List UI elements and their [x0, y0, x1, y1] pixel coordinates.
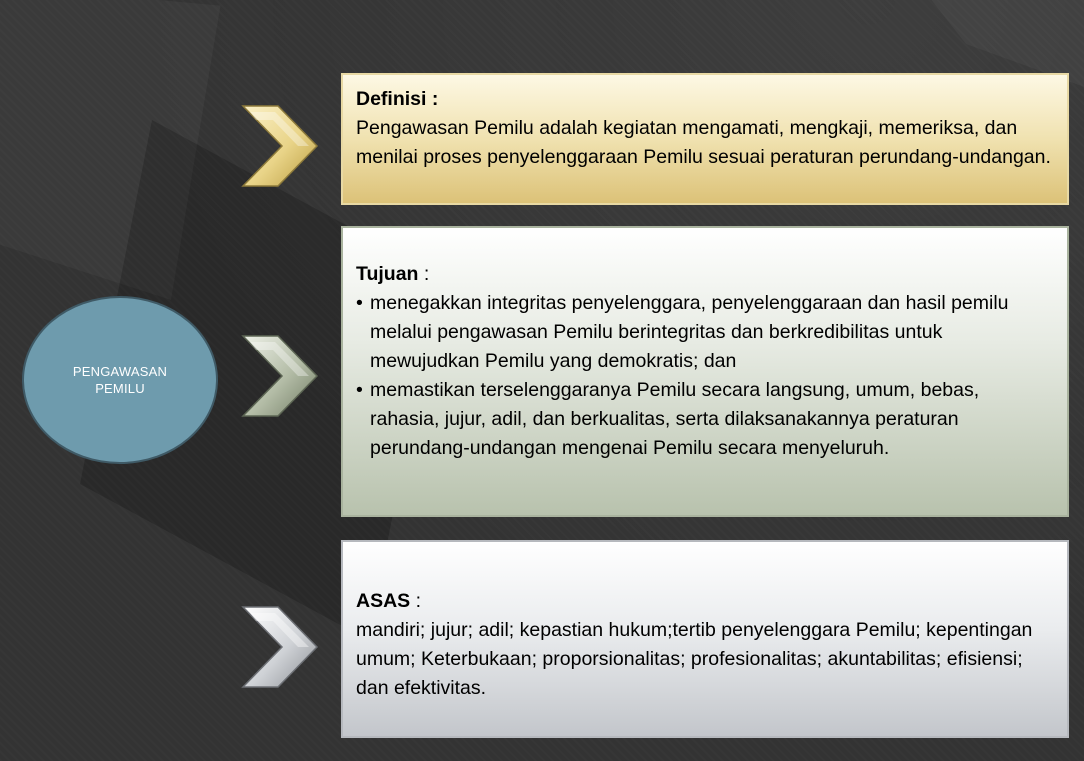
tujuan-box — [341, 226, 1069, 517]
chevron-right-icon — [240, 334, 320, 418]
asas-text: mandiri; jujur; adil; kepastian hukum;tertib penyelenggara Pemilu; kepentingan umum; Keterbukaan; proporsionalitas; profesionalitas; akuntabilitas; efisiensi; dan efektivitas. — [356, 619, 1033, 699]
definisi-colon: : — [426, 88, 439, 110]
tujuan-colon: : — [418, 263, 430, 285]
asas-title: ASAS — [356, 590, 411, 612]
list-item: • memastikan terselenggaranya Pemilu secara langsung, umum, bebas, rahasia, jujur, adil, dan berkualitas, serta dilaksanakannya peraturan perundang-undangan mengenai Pemilu secara menyeluruh. — [356, 376, 1053, 463]
center-ellipse — [22, 296, 218, 464]
definisi-text: Pengawasan Pemilu adalah kegiatan mengamati, mengkaji, memeriksa, dan menilai proses penyelenggaraan Pemilu sesuai peraturan perundang-undangan. — [356, 117, 1051, 168]
asas-colon: : — [410, 590, 422, 612]
tujuan-list — [356, 289, 1053, 463]
asas-heading — [356, 587, 1053, 616]
definisi-heading — [356, 85, 1053, 114]
chevron-right-icon — [240, 104, 320, 188]
asas-box — [341, 540, 1069, 738]
definisi-box — [341, 73, 1069, 205]
tujuan-title: Tujuan — [356, 263, 419, 285]
chevron-right-icon — [240, 605, 320, 689]
center-label: PENGAWASAN PEMILU — [72, 364, 168, 396]
background-shape — [0, 0, 270, 300]
tujuan-heading — [356, 238, 1053, 289]
list-item: • menegakkan integritas penyelenggara, penyelenggaraan dan hasil pemilu melalui pengawasan Pemilu berintegritas dan berkredibilitas untuk mewujudkan Pemilu yang demokratis; dan — [356, 289, 1053, 376]
definisi-title: Definisi — [356, 88, 427, 110]
